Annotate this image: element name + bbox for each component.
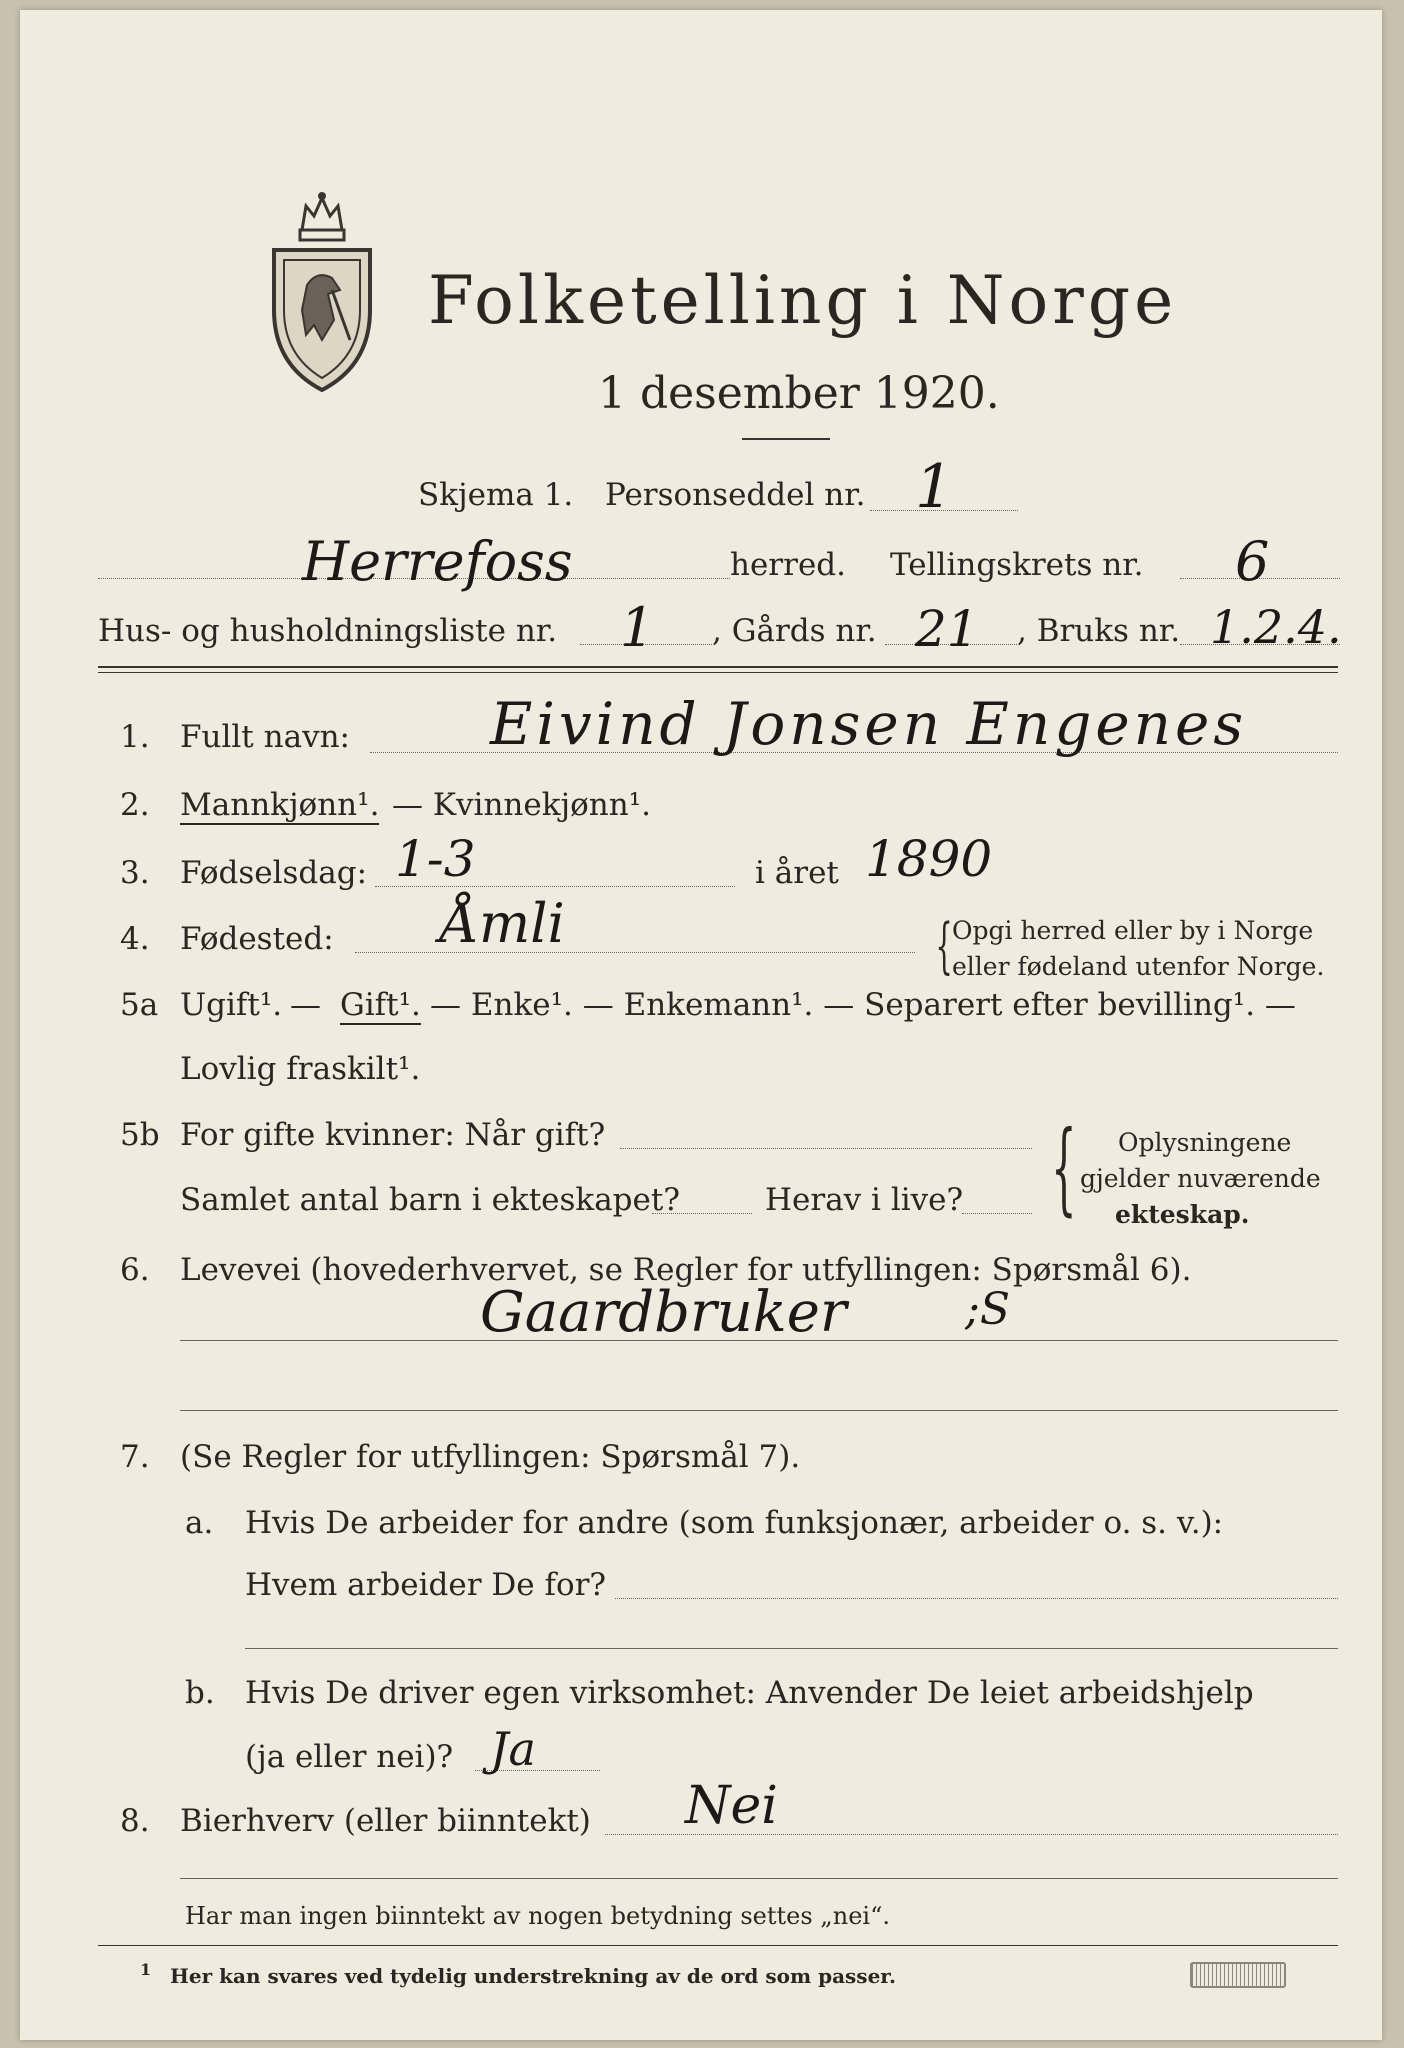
bruks-value[interactable]: 1.2.4. <box>1210 600 1342 654</box>
q5b-line2a: Samlet antal barn i ekteskapet? <box>180 1182 680 1218</box>
q4-note-line1: Opgi herred eller by i Norge <box>952 916 1314 945</box>
q8-number: 8. <box>120 1803 150 1839</box>
q7a-field-line-2 <box>245 1648 1338 1649</box>
q5a-number: 5a <box>120 987 159 1023</box>
q7b-line2: (ja eller nei)? <box>245 1739 454 1775</box>
q3-label: Fødselsdag: <box>180 855 368 891</box>
q5b-gift-field-line <box>620 1148 1032 1149</box>
q1-label: Fullt navn: <box>180 719 350 755</box>
tellingskrets-value[interactable]: 6 <box>1235 530 1270 593</box>
q3-year-value[interactable]: 1890 <box>865 830 993 888</box>
q8-value[interactable]: Nei <box>685 1776 778 1836</box>
q3-value[interactable]: 1-3 <box>395 830 476 888</box>
q5a-line2: Lovlig fraskilt¹. <box>180 1051 421 1087</box>
gards-label: , Gårds nr. <box>712 613 877 649</box>
q1-number: 1. <box>120 719 150 755</box>
q4-number: 4. <box>120 921 150 957</box>
q4-brace: { <box>935 911 953 981</box>
herred-value[interactable]: Herrefoss <box>302 530 573 593</box>
q5a-ugift: Ugift¹. <box>180 987 283 1023</box>
personseddel-value[interactable]: 1 <box>915 452 954 522</box>
footer-note: Har man ingen biinntekt av nogen betydning settes „nei“. <box>185 1902 890 1930</box>
q5b-line2b: Herav i live? <box>765 1182 964 1218</box>
q7b-value[interactable]: Ja <box>490 1722 536 1776</box>
q2-female: — Kvinnekjønn¹. <box>392 787 651 823</box>
q6-number: 6. <box>120 1252 150 1288</box>
q3-year-label: i året <box>755 855 839 891</box>
census-date: 1 desember 1920. <box>598 368 1000 419</box>
bruks-label: , Bruks nr. <box>1017 613 1181 649</box>
q1-value[interactable]: Eivind Jonsen Engenes <box>490 690 1248 758</box>
title-rule <box>742 438 830 440</box>
q5b-note-line1: Oplysningene <box>1118 1128 1292 1157</box>
q5b-note-line3: ekteskap. <box>1115 1200 1250 1229</box>
q2-number: 2. <box>120 787 150 823</box>
q7a-line2: Hvem arbeider De for? <box>245 1567 607 1603</box>
q5b-number: 5b <box>120 1117 160 1153</box>
printer-stamp <box>1190 1962 1286 1988</box>
coat-of-arms-icon <box>262 190 382 400</box>
q5b-barn-field-line <box>652 1213 752 1214</box>
tellingskrets-label: Tellingskrets nr. <box>890 547 1144 583</box>
q7-label: (Se Regler for utfyllingen: Spørsmål 7). <box>180 1439 801 1475</box>
q5b-live-field-line <box>962 1213 1032 1214</box>
page-title: Folketelling i Norge <box>428 262 1178 339</box>
hus-value[interactable]: 1 <box>620 596 655 659</box>
footnote-text: Her kan svares ved tydelig understrekning av de ord som passer. <box>170 1964 896 1988</box>
q4-value[interactable]: Åmli <box>440 892 565 955</box>
census-form <box>20 10 1382 2040</box>
q4-note-line2: eller fødeland utenfor Norge. <box>952 952 1325 981</box>
hus-label: Hus- og husholdningsliste nr. <box>98 613 558 649</box>
gards-value[interactable]: 21 <box>915 600 979 658</box>
q6-mark[interactable]: ;S <box>965 1284 1010 1335</box>
q7a-letter: a. <box>185 1505 214 1541</box>
header-rule-2 <box>98 672 1338 673</box>
q5b-line1: For gifte kvinner: Når gift? <box>180 1117 606 1153</box>
footer-rule <box>180 1878 1338 1879</box>
q2-male: Mannkjønn¹. <box>180 787 380 823</box>
herred-label: herred. <box>730 547 846 583</box>
skjema-label: Skjema 1. <box>418 477 574 513</box>
q5a-gift: Gift¹. <box>340 987 421 1023</box>
footnote-mark: 1 <box>140 1960 152 1979</box>
q6-field-line-2 <box>180 1410 1338 1411</box>
q6-value[interactable]: Gaardbruker <box>480 1280 847 1345</box>
q8-label: Bierhverv (eller biinntekt) <box>180 1803 591 1839</box>
q4-label: Fødested: <box>180 921 334 957</box>
q7b-line1: Hvis De driver egen virksomhet: Anvender De leiet arbeidshjelp <box>245 1675 1254 1711</box>
q4-field-line <box>355 952 915 953</box>
q7-number: 7. <box>120 1439 150 1475</box>
footnote-rule <box>98 1945 1338 1946</box>
personseddel-label: Personseddel nr. <box>605 477 866 513</box>
q5b-note-line2: gjelder nuværende <box>1080 1164 1321 1193</box>
q5a-rest: — Enke¹. — Enkemann¹. — Separert efter bevilling¹. — <box>430 987 1296 1023</box>
q7b-letter: b. <box>185 1675 215 1711</box>
q7a-line1: Hvis De arbeider for andre (som funksjonær, arbeider o. s. v.): <box>245 1505 1224 1541</box>
header-rule-1 <box>98 666 1338 668</box>
q7a-field-line-1 <box>615 1598 1338 1599</box>
q5b-brace: { <box>1051 1109 1077 1226</box>
q5a-dash: — <box>290 987 321 1023</box>
q6-label: Levevei (hovederhvervet, se Regler for utfyllingen: Spørsmål 6). <box>180 1252 1192 1288</box>
q3-number: 3. <box>120 855 150 891</box>
